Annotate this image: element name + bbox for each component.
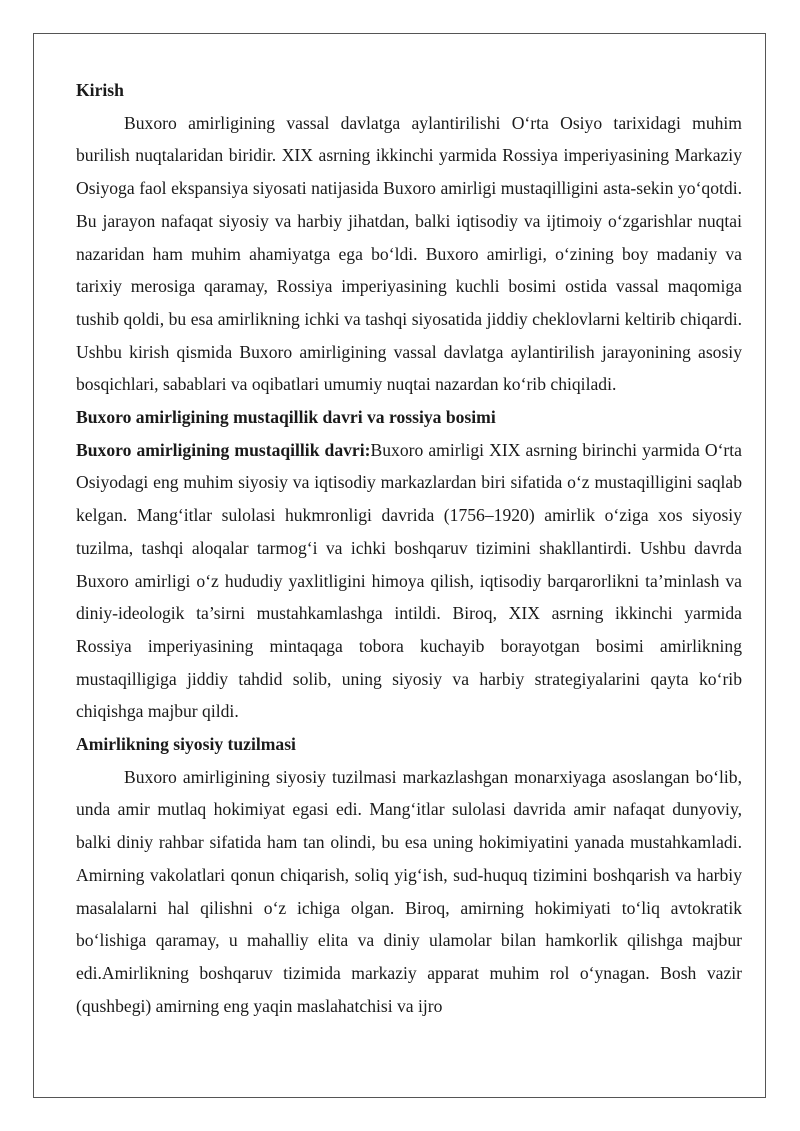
intro-heading: Kirish xyxy=(76,80,124,100)
document-body xyxy=(76,74,742,1022)
section1-text: Buxoro amirligi XIX asrning birinchi yarmida O‘rta Osiyodagi eng muhim siyosiy va iqtisodiy markazlardan biri sifatida o‘z mustaqilligini saqlab kelgan. Mang‘itlar sulolasi hukmronligi davrida (1756–1920) amirlik o‘ziga xos siyosiy tuzilma, tashqi aloqalar tarmog‘i va ichki boshqaruv tizimini shakllantirdi. Ushbu davrda Buxoro amirligi o‘z hududiy yaxlitligini himoya qilish, iqtisodiy barqarorlikni ta’minlash va diniy-ideologik ta’sirni mustahkamlashga intildi. Biroq, XIX asrning ikkinchi yarmida Rossiya imperiyasining mintaqaga tobora kuchayib borayotgan bosimi amirlikning mustaqilligiga jiddiy tahdid solib, uning siyosiy va harbiy strategiyalarini qayta ko‘rib chiqishga majbur qildi. xyxy=(76,439,742,722)
section2-paragraph: Buxoro amirligining siyosiy tuzilmasi markazlashgan monarxiyaga asoslangan bo‘lib, unda amir mutlaq hokimiyat egasi edi. Mang‘itlar sulolasi davrida amir nafaqat dunyoviy, balki diniy rahbar sifatida ham tan olindi, bu esa uning hokimiyatini yanada mustahkamladi. Amirning vakolatlari qonun chiqarish, soliq yig‘ish, sud-huquq tizimini boshqarish va harbiy masalalarni hal qilishni o‘z ichiga olgan. Biroq, amirning hokimiyati to‘liq avtokratik bo‘lishiga qaramay, u mahalliy elita va diniy ulamolar bilan hamkorlik qilishga majbur edi.Amirlikning boshqaruv tizimida markaziy apparat muhim rol o‘ynagan. Bosh vazir (qushbegi) amirning eng yaqin maslahatchisi va ijro xyxy=(76,766,742,1016)
section2-heading: Amirlikning siyosiy tuzilmasi xyxy=(76,734,296,755)
section1-paragraph xyxy=(76,434,742,728)
intro-paragraph: Buxoro amirligining vassal davlatga aylantirilishi O‘rta Osiyo tarixidagi muhim burilish nuqtalaridan biridir. XIX asrning ikkinchi yarmida Rossiya imperiyasining Markaziy Osiyoga faol ekspansiya siyosati natijasida Buxoro amirligi mustaqilligini asta-sekin yo‘qotdi. Bu jarayon nafaqat siyosiy va harbiy jihatdan, balki iqtisodiy va ijtimoiy o‘zgarishlar nuqtai nazaridan ham muhim ahamiyatga ega bo‘ldi. Buxoro amirligi, o‘zining boy madaniy va tarixiy merosiga qaramay, Rossiya imperiyasining kuchli bosimi ostida vassal maqomiga tushib qoldi, bu esa amirlikning ichki va tashqi siyosatida jiddiy cheklovlarni keltirib chiqardi. Ushbu kirish qismida Buxoro amirligining vassal davlatga aylantirilish jarayonining asosiy bosqichlari, sabablari va oqibatlari umumiy nuqtai nazardan ko‘rib chiqiladi. xyxy=(76,112,742,395)
section1-heading: Buxoro amirligining mustaqillik davri va rossiya bosimi xyxy=(76,407,496,428)
section1-lead: Buxoro amirligining mustaqillik davri: xyxy=(76,439,371,460)
